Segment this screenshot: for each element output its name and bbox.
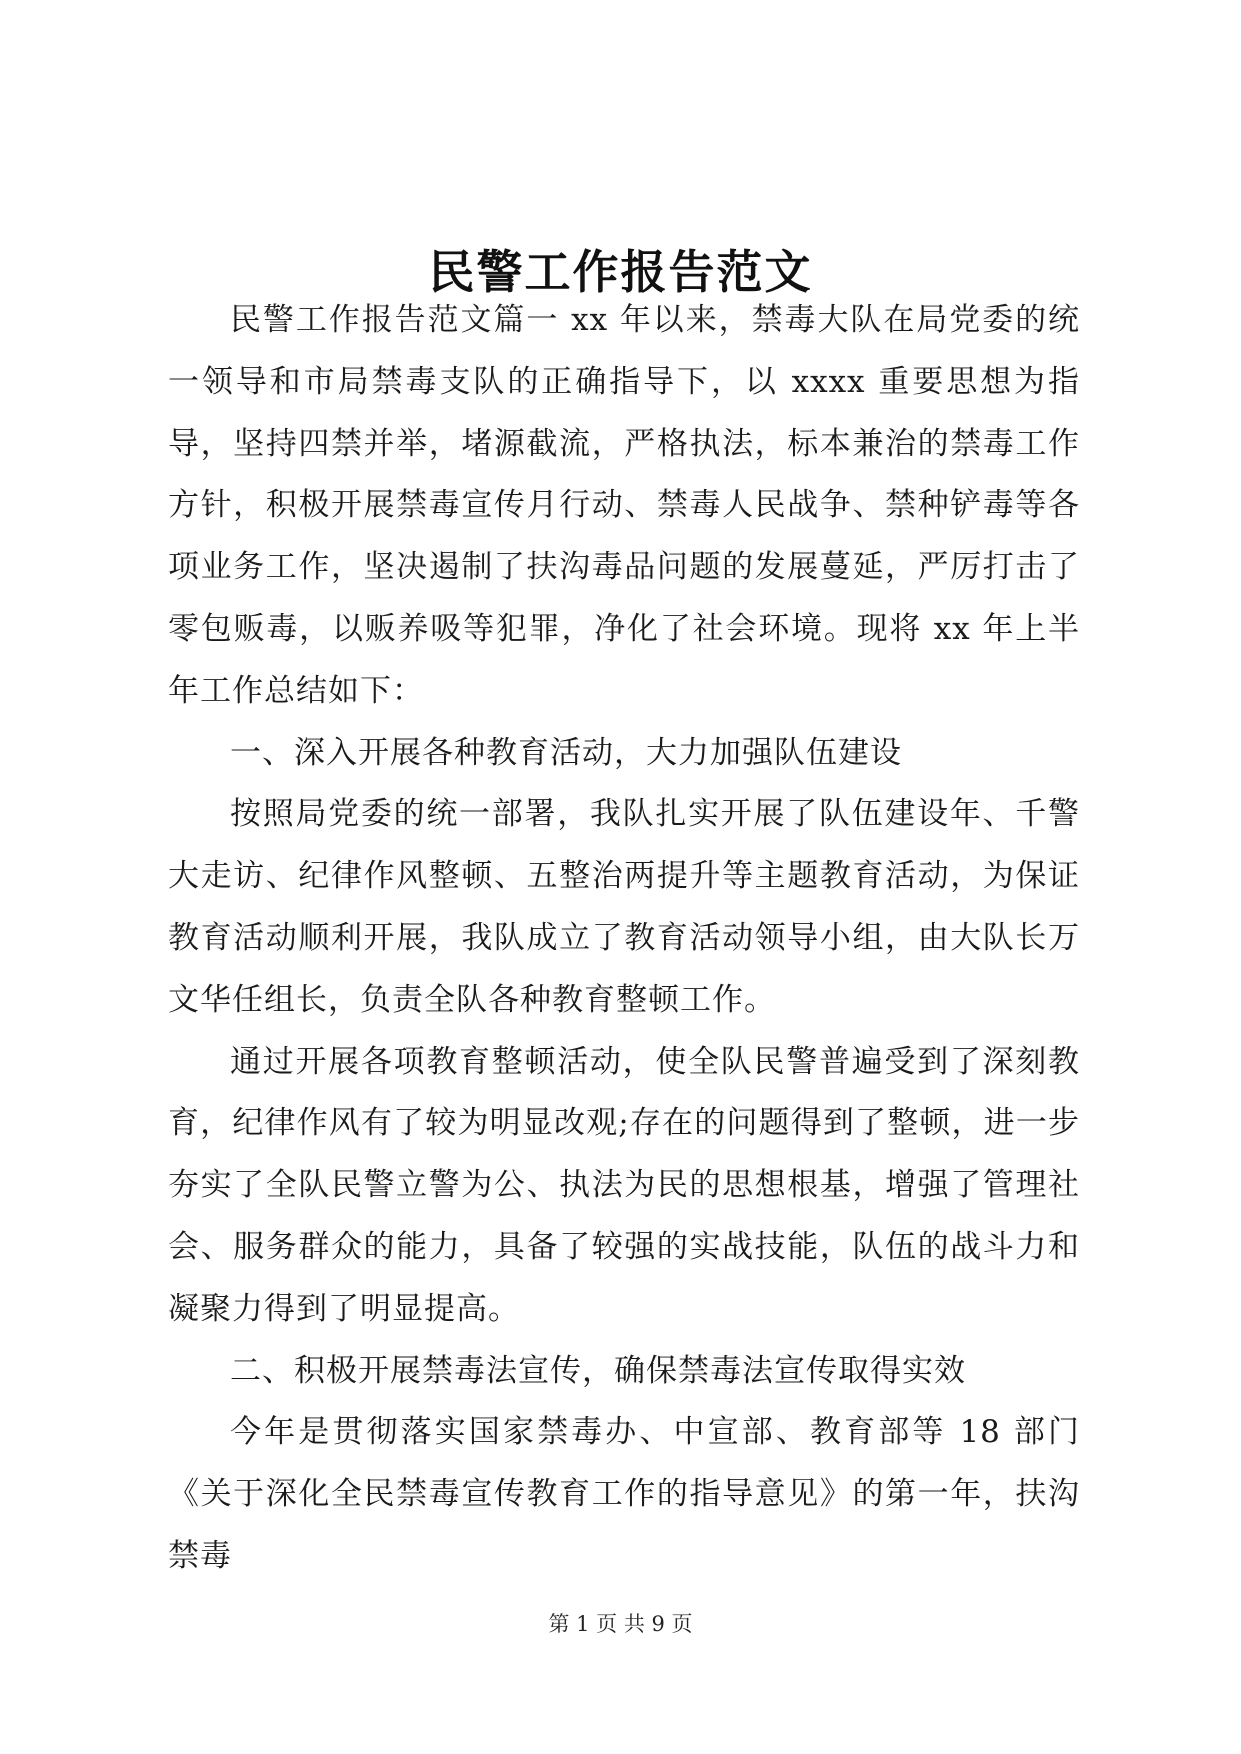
page-number-footer: 第 1 页 共 9 页 — [548, 1612, 693, 1636]
section-heading-1: 一、深入开展各种教育活动，大力加强队伍建设 — [230, 734, 902, 771]
paragraph-intro: 民警工作报告范文篇一 xx 年以来，禁毒大队在局党委的统一领导和市局禁毒支队的正确指导下，以 xxxx 重要思想为指导，坚持四禁并举，堵源截流，严格执法，标本兼治的禁毒工作方针，积极开展禁毒宣传月行动、禁毒人民战争、禁种铲毒等各项业务工作，坚决遏制了扶沟毒品问题的发展蔓延，严厉打击了零包贩毒，以贩养吸等犯罪，净化了社会环境。现将 xx 年上半年工作总结如下： — [168, 302, 1080, 709]
document-body — [168, 290, 1080, 1588]
paragraph-section-1-b: 通过开展各项教育整顿活动，使全队民警普遍受到了深刻教育，纪律作风有了较为明显改观;存在的问题得到了整顿，进一步夯实了全队民警立警为公、执法为民的思想根基，增强了管理社会、服务群众的能力，具备了较强的实战技能，队伍的战斗力和凝聚力得到了明显提高。 — [168, 1043, 1080, 1327]
document-title: 民警工作报告范文 — [428, 244, 813, 299]
paragraph-section-1-a: 按照局党委的统一部署，我队扎实开展了队伍建设年、千警大走访、纪律作风整顿、五整治两提升等主题教育活动，为保证教育活动顺利开展，我队成立了教育活动领导小组，由大队长万文华任组长，负责全队各种教育整顿工作。 — [168, 796, 1080, 1018]
paragraph-section-2-a: 今年是贯彻落实国家禁毒办、中宣部、教育部等 18 部门《关于深化全民禁毒宣传教育工作的指导意见》的第一年，扶沟禁毒 — [168, 1414, 1080, 1574]
section-heading-2: 二、积极开展禁毒法宣传，确保禁毒法宣传取得实效 — [230, 1352, 966, 1389]
